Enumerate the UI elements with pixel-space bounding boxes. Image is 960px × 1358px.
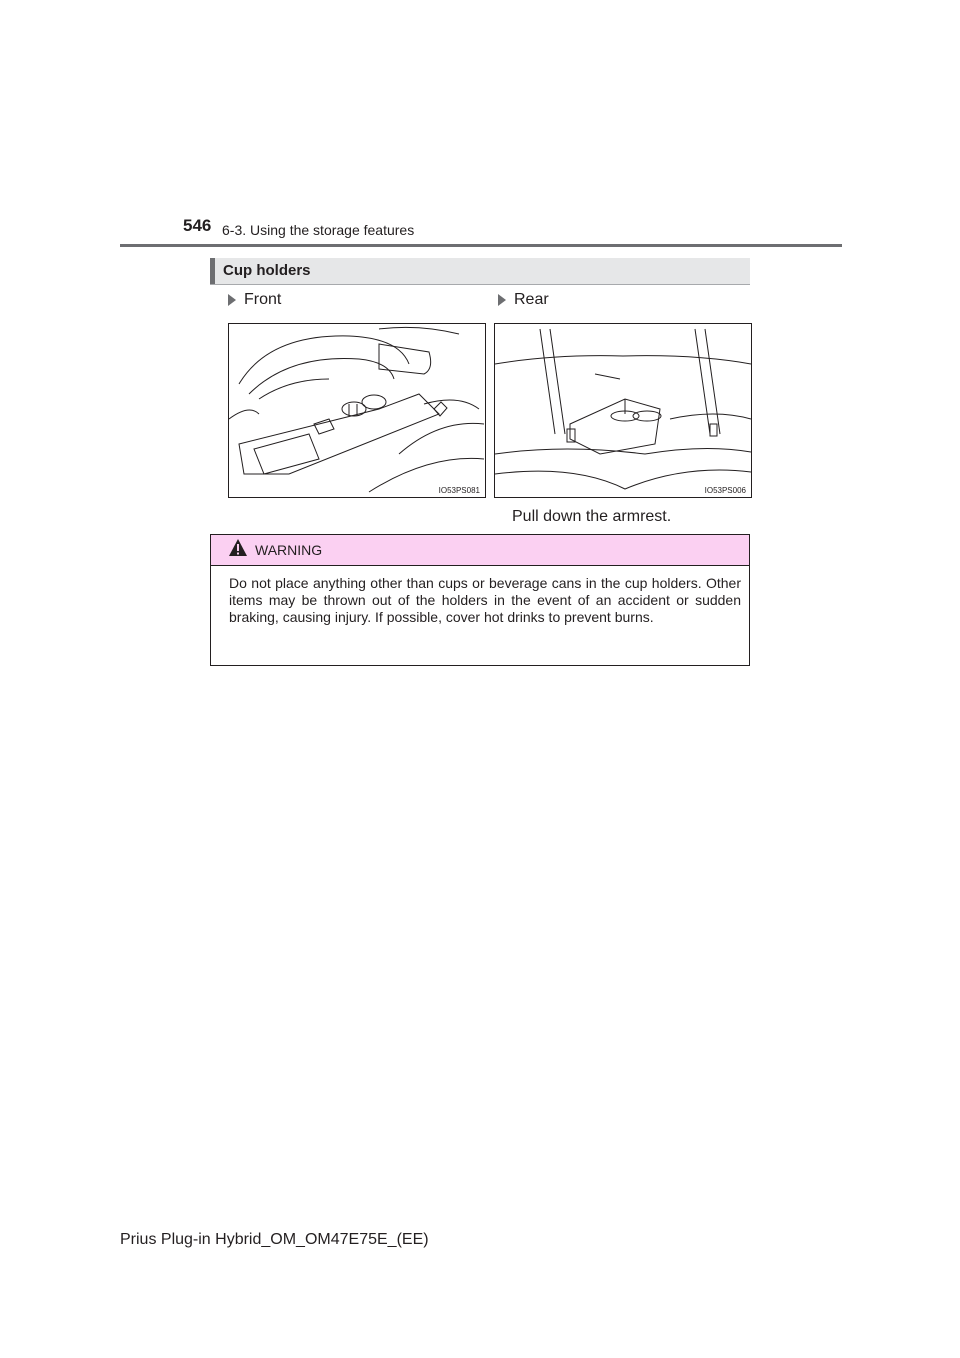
footer-document-id: Prius Plug-in Hybrid_OM_OM47E75E_(EE) [120, 1231, 429, 1248]
warning-triangle-icon [228, 538, 248, 558]
warning-body: Do not place anything other than cups or beverage cans in the cup holders. Other items may be thrown out of the holders in the event of an accident or sudden braking, causing injury. If possible, cover hot drinks to prevent burns. [229, 575, 741, 625]
front-image-code: IO53PS081 [438, 486, 480, 495]
triangle-bullet-icon [228, 294, 236, 306]
triangle-bullet-icon [498, 294, 506, 306]
heading-marker [210, 258, 215, 284]
front-label-text: Front [244, 291, 282, 308]
page-number: 546 [183, 216, 212, 235]
warning-title: WARNING [255, 542, 323, 558]
header-rule [120, 244, 842, 247]
rear-label [498, 291, 549, 309]
section-heading-bar [210, 258, 750, 285]
section-title: 6-3. Using the storage features [222, 222, 415, 238]
rear-label-text: Rear [514, 291, 549, 308]
front-cup-holder-illustration [228, 323, 486, 498]
front-label [228, 291, 281, 309]
rear-note: Pull down the armrest. [512, 508, 672, 525]
rear-cup-holder-illustration [494, 323, 752, 498]
section-heading: Cup holders [223, 262, 311, 279]
warning-box [210, 534, 750, 666]
rear-image-code: IO53PS006 [704, 486, 746, 495]
warning-header [211, 535, 749, 566]
